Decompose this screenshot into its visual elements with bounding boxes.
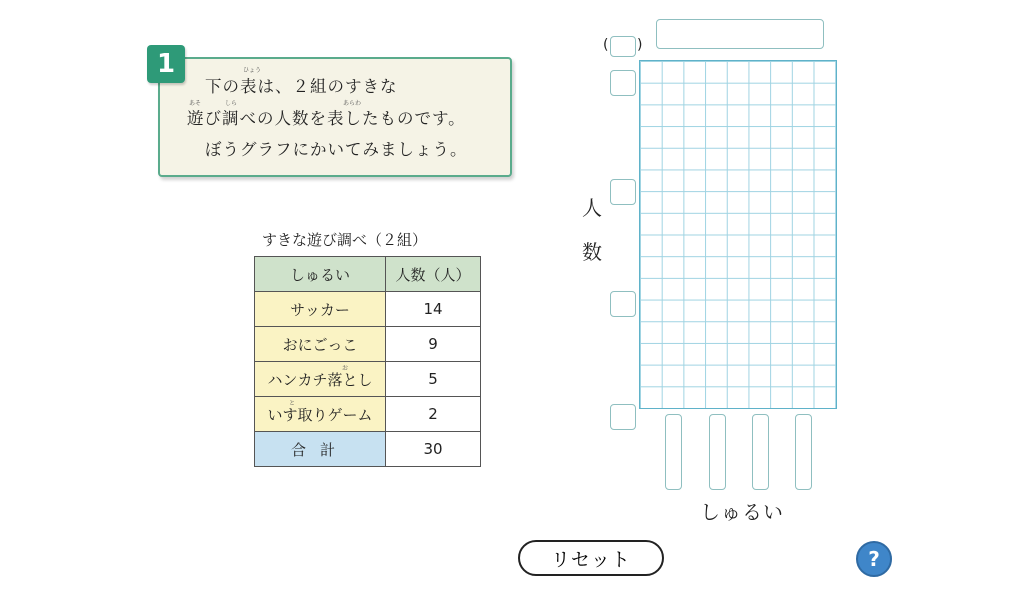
problem-line-2: 遊び調べの人数を表したものです。 (187, 109, 466, 128)
y-scale-input-1[interactable] (610, 70, 636, 96)
problem-number-badge: 1 (147, 45, 185, 83)
y-scale-input-3[interactable] (610, 291, 636, 317)
row-count: 9 (386, 327, 481, 362)
y-scale-input-2[interactable] (610, 179, 636, 205)
table-row (255, 327, 481, 362)
header-category: しゅるい (255, 257, 386, 292)
help-icon: ? (868, 547, 880, 571)
ruby-to: と (289, 400, 296, 407)
y-axis-label-2: 数 (582, 240, 602, 264)
reset-button[interactable]: リセット (518, 540, 664, 576)
row-category: ハンカチ落とし (267, 370, 373, 389)
help-button[interactable] (856, 541, 892, 577)
ruby-o: お (342, 365, 349, 372)
table-caption: すきな遊び調べ（２組） (262, 231, 428, 249)
table-row (255, 362, 481, 397)
x-category-input-2[interactable] (709, 414, 726, 490)
table-header-row (255, 257, 481, 292)
row-category: おにごっこ (255, 327, 386, 362)
unit-input[interactable] (610, 36, 636, 57)
row-count: 5 (386, 362, 481, 397)
unit-paren-close: ) (637, 37, 643, 53)
header-count: 人数（人） (386, 257, 481, 292)
table-row (255, 292, 481, 327)
row-count: 2 (386, 397, 481, 432)
ruby-shira: しら (225, 100, 238, 107)
x-category-input-1[interactable] (665, 414, 682, 490)
table-total-row (255, 432, 481, 467)
y-scale-input-4[interactable] (610, 404, 636, 430)
x-axis-label: しゅるい (700, 500, 784, 524)
unit-paren-open: ( (603, 37, 609, 53)
problem-line-1: 下の表は、２組のすきな (205, 77, 398, 96)
problem-line-3: ぼうグラフにかいてみましょう。 (205, 140, 468, 159)
x-category-input-3[interactable] (752, 414, 769, 490)
data-table (254, 256, 481, 467)
row-category: いす取りゲーム (267, 405, 373, 424)
graph-grid[interactable] (639, 60, 837, 409)
ruby-hyou: ひょう (243, 67, 262, 74)
row-category-cell (255, 397, 386, 432)
x-category-input-4[interactable] (795, 414, 812, 490)
graph-title-input[interactable] (656, 19, 824, 49)
row-category: サッカー (255, 292, 386, 327)
ruby-aso: あそ (189, 100, 202, 107)
total-value: 30 (386, 432, 481, 467)
y-axis-label-1: 人 (582, 196, 602, 220)
row-category-cell (255, 362, 386, 397)
total-label: 合計 (255, 432, 386, 467)
row-count: 14 (386, 292, 481, 327)
ruby-arawa: あらわ (343, 100, 362, 107)
table-row (255, 397, 481, 432)
